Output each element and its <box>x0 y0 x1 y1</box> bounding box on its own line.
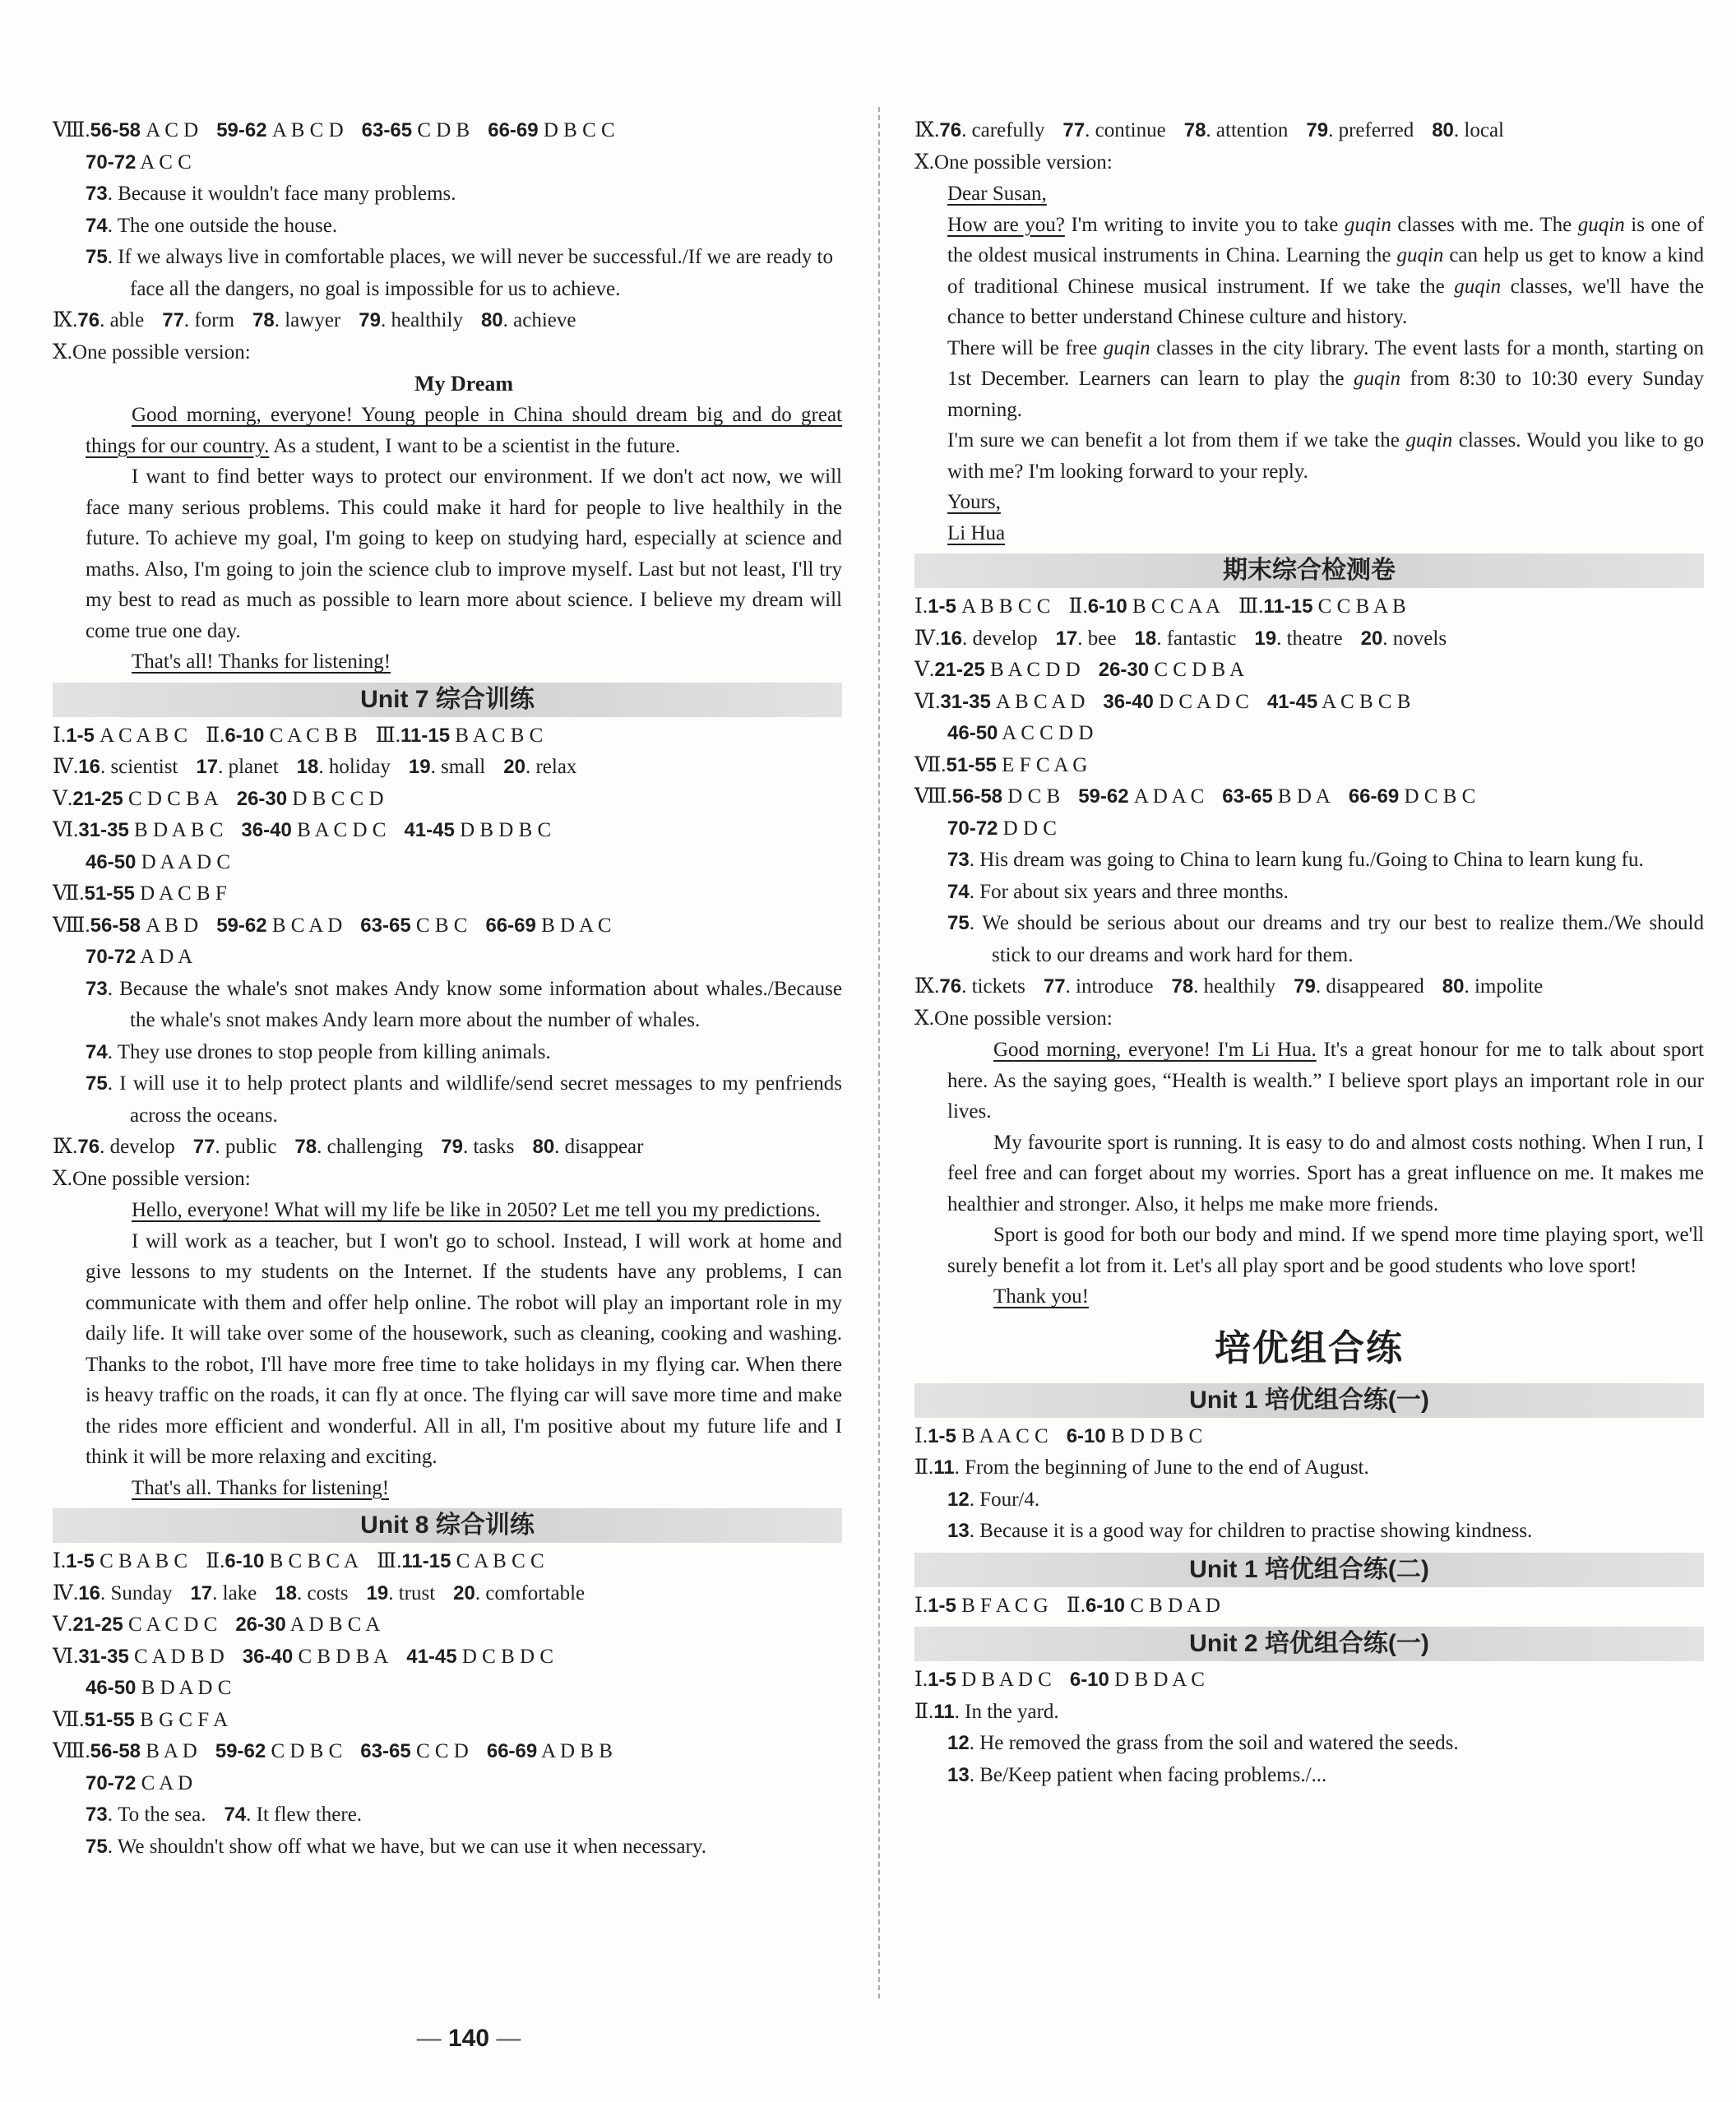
part-title: 培优组合练 <box>1215 1326 1404 1369</box>
letter-signature: Li Hua <box>947 521 1006 544</box>
answer-line: Ⅵ.31-35 A B C A D 36-40 D C A D C 41-45 A C B C B <box>914 690 1411 713</box>
section-header: 期末综合检测卷 <box>914 553 1704 588</box>
answer-line: 46-50 D A A D C <box>86 850 231 873</box>
letter-closing: Yours, <box>947 491 1001 513</box>
answer-line: 70-72 A D A <box>86 946 193 968</box>
letter-paragraph: How are you? I'm writing to invite you to take guqin classes with me. The guqin is one of the oldest musical instruments in China. Learning the guqin can help us get to know a kind of traditional Chinese musical instrument. If we take the guqin classes, we'll have the chance to better understand Chinese culture and history. <box>947 213 1705 328</box>
answer-line: Ⅰ.1-5 A C A B C Ⅱ.6-10 C A C B B Ⅲ.11-15 B A C B C <box>53 724 544 747</box>
answer-line: Ⅰ.1-5 B A A C C 6-10 B D D B C <box>914 1424 1203 1447</box>
letter-paragraph: There will be free guqin classes in the city library. The event lasts for a month, starting on 1st December. Learners can learn to play the guqin from 8:30 to 10:30 every Sunday morning. <box>947 336 1704 421</box>
right-column <box>914 115 1704 1791</box>
section-header: Unit 8 综合训练 <box>53 1508 842 1543</box>
essay-title: My Dream <box>414 372 514 396</box>
answer-line: Ⅶ.51-55 E F C A G <box>914 753 1088 776</box>
answer-12: 12. He removed the grass from the soil and watered the seeds. <box>947 1732 1459 1754</box>
section-label: Ⅹ.One possible version: <box>53 1167 251 1190</box>
essay-paragraph: Good morning, everyone! Young people in China should dream big and do great things for our country. As a student, I want to be a scientist in the future. <box>86 404 842 457</box>
answer-line: Ⅱ.11. From the beginning of June to the end of August. <box>914 1456 1369 1479</box>
section-label: Ⅹ.One possible version: <box>914 150 1113 174</box>
answer-line: Ⅰ.1-5 B F A C G Ⅱ.6-10 C B D A D <box>914 1594 1220 1617</box>
answer-line: Ⅶ.51-55 B G C F A <box>53 1708 229 1731</box>
section-label: Ⅹ.One possible version: <box>914 1007 1113 1030</box>
answer-75: 75. If we always live in comfortable places, we will never be successful./If we are ready to face all the dangers, no goal is impossible for us to achieve. <box>86 246 833 300</box>
essay-paragraph: My favourite sport is running. It is easy to do and almost costs nothing. When I run, I feel free and can forget about my worries. Sport has a great influence on me. It makes me healthier and stronger. Also, it helps me make more friends. <box>947 1131 1704 1215</box>
answer-line: Ⅵ.31-35 C A D B D 36-40 C B D B A 41-45 D C B D C <box>53 1645 553 1668</box>
answer-74: 74. For about six years and three months. <box>947 880 1289 903</box>
essay-closing: Thank you! <box>993 1285 1089 1308</box>
essay-paragraph: Sport is good for both our body and mind. If we spend more time playing sport, we'll surely benefit a lot from it. Let's all play sport and be good students who love sport! <box>947 1224 1704 1277</box>
answer-line: 46-50 B D A D C <box>86 1677 232 1699</box>
essay-closing: That's all. Thanks for listening! <box>132 1476 390 1499</box>
essay-paragraph: Good morning, everyone! I'm Li Hua. It's a great honour for me to talk about sport here. As the saying goes, “Health is wealth.” I believe sport plays an important role in our lives. <box>947 1039 1704 1123</box>
answer-line: Ⅱ.11. In the yard. <box>914 1700 1059 1723</box>
answer-line: Ⅵ.31-35 B D A B C 36-40 B A C D C 41-45 D B D B C <box>53 819 552 841</box>
essay-paragraph: I will work as a teacher, but I won't go to school. Instead, I will work at home and give lessons to my students on the Internet. If the students have any problems, I can communicate with them and offer help online. The robot will play an important role in my daily life. It will take over some of the housework, such as cleaning, cooking and washing. Thanks to the robot, I'll have more free time to take holidays in my flying car. When there is heavy traffic on the roads, it can fly at once. The flying car will save more time and make the rides more efficient and wonderful. All in all, I'm positive about my future life and I think it will be more relaxing and exciting. <box>86 1229 842 1468</box>
answer-line: Ⅳ.16. develop 17. bee 18. fantastic 19. theatre 20. novels <box>914 627 1447 650</box>
answer-74: 74. The one outside the house. <box>86 214 338 237</box>
section-header: Unit 1 培优组合练(一) <box>914 1383 1704 1418</box>
answer-line: Ⅳ.16. Sunday 17. lake 18. costs 19. trust 20. comfortable <box>53 1581 586 1604</box>
answer-line: Ⅸ.76. tickets 77. introduce 78. healthily 79. disappeared 80. impolite <box>914 975 1544 998</box>
essay-closing: That's all! Thanks for listening! <box>132 651 391 673</box>
essay-paragraph: Hello, everyone! What will my life be like in 2050? Let me tell you my predictions. <box>132 1199 821 1221</box>
section-header: Unit 2 培优组合练(一) <box>914 1627 1704 1661</box>
answer-line: Ⅰ.1-5 C B A B C Ⅱ.6-10 B C B C A Ⅲ.11-15 C A B C C <box>53 1550 544 1572</box>
left-column <box>53 115 842 1863</box>
answer-line: 70-72 A C C <box>86 150 192 174</box>
letter-paragraph: I'm sure we can benefit a lot from them if we take the guqin classes. Would you like to go with me? I'm looking forward to your reply. <box>947 429 1704 483</box>
answer-line: Ⅷ.56-58 A B D 59-62 B C A D 63-65 C B C 66-69 B D A C <box>53 914 612 937</box>
answer-line: Ⅸ.76. able 77. form 78. lawyer 79. healthily 80. achieve <box>53 309 576 331</box>
answer-line: Ⅴ.21-25 C D C B A 26-30 D B C C D <box>53 787 384 810</box>
column-divider <box>878 107 880 1998</box>
answer-73: 73. Because it wouldn't face many problems. <box>86 183 456 205</box>
answer-74: 74. They use drones to stop people from killing animals. <box>86 1040 551 1063</box>
answer-73: 73. Because the whale's snot makes Andy know some information about whales./Because the whale's snot makes Andy learn more about the number of whales. <box>86 977 842 1031</box>
answer-line: Ⅶ.51-55 D A C B F <box>53 882 227 905</box>
answer-line: Ⅸ.76. develop 77. public 78. challenging 79. tasks 80. disappear <box>53 1136 644 1158</box>
answer-line: Ⅴ.21-25 B A C D D 26-30 C C D B A <box>914 659 1245 681</box>
answer-line: Ⅰ.1-5 A B B C C Ⅱ.6-10 B C C A A Ⅲ.11-15 C C B A B <box>914 595 1406 618</box>
answer-line: Ⅷ.56-58 D C B 59-62 A D A C 63-65 B D A 66-69 D C B C <box>914 785 1476 808</box>
section-label: Ⅹ.One possible version: <box>53 340 251 363</box>
answer-12: 12. Four/4. <box>947 1488 1040 1511</box>
answer-75: 75. I will use it to help protect plants and wildlife/send secret messages to my penfriends across the oceans. <box>86 1072 843 1127</box>
answer-line: 70-72 C A D <box>86 1771 193 1794</box>
answer-75: 75. We shouldn't show off what we have, but we can use it when necessary. <box>86 1835 706 1858</box>
answer-line: Ⅷ.56-58 B A D 59-62 C D B C 63-65 C C D 66-69 A D B B <box>53 1740 613 1762</box>
section-header: Unit 7 综合训练 <box>53 683 842 717</box>
answer-line: Ⅳ.16. scientist 17. planet 18. holiday 19. small 20. relax <box>53 756 577 778</box>
answer-line: 46-50 A C C D D <box>947 722 1094 744</box>
answer-line: Ⅷ.56-58 A C D 59-62 A B C D 63-65 C D B 66-69 D B C C <box>53 119 615 141</box>
section-header: Unit 1 培优组合练(二) <box>914 1553 1704 1587</box>
answer-73-74: 73. To the sea. 74. It flew there. <box>86 1803 363 1826</box>
letter-greeting: Dear Susan, <box>947 183 1047 205</box>
answer-13: 13. Be/Keep patient when facing problems./... <box>947 1763 1327 1786</box>
page-number: — 140 — <box>416 2025 521 2052</box>
answer-13: 13. Because it is a good way for children to practise showing kindness. <box>947 1520 1533 1542</box>
answer-line: Ⅴ.21-25 C A C D C 26-30 A D B C A <box>53 1614 381 1636</box>
answer-line: Ⅸ.76. carefully 77. continue 78. attention 79. preferred 80. local <box>914 119 1504 141</box>
essay-paragraph: I want to find better ways to protect our environment. If we don't act now, we will face many serious problems. This could make it hard for people to live healthily in the future. To achieve my goal, I'm going to keep on studying hard, especially at science and maths. Also, I'm going to join the science club to improve myself. Last but not least, I'll try my best to read as much as possible to learn more about science. I believe my dream will come true one day. <box>86 465 842 642</box>
answer-line: 70-72 D D C <box>947 817 1057 840</box>
answer-line: Ⅰ.1-5 D B A D C 6-10 D B D A C <box>914 1669 1205 1691</box>
answer-73: 73. His dream was going to China to learn kung fu./Going to China to learn kung fu. <box>947 849 1644 871</box>
answer-75: 75. We should be serious about our dreams and try our best to realize them./We should stick to our dreams and work hard for them. <box>947 912 1704 966</box>
